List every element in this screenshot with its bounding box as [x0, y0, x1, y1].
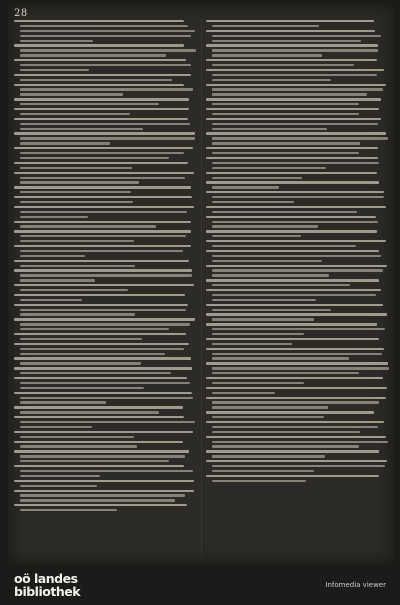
text-line: [14, 147, 193, 149]
directory-entry: [206, 98, 389, 105]
directory-entry: [14, 304, 197, 316]
directory-entry: [206, 108, 389, 115]
directory-entry: [14, 147, 197, 159]
directory-entry: [206, 44, 389, 56]
text-line: [20, 397, 193, 399]
text-line: [206, 436, 386, 438]
directory-entry: [14, 74, 197, 81]
text-line: [212, 54, 322, 56]
directory-entry: [14, 59, 197, 71]
directory-entry: [14, 172, 197, 184]
directory-entry: [206, 450, 389, 457]
text-line: [20, 328, 169, 330]
text-line: [14, 196, 192, 198]
text-line: [20, 191, 131, 193]
text-line: [20, 436, 134, 438]
text-line: [212, 382, 304, 384]
text-line: [212, 445, 359, 447]
directory-entry: [14, 392, 197, 404]
text-line: [212, 416, 324, 418]
text-line: [206, 132, 386, 134]
directory-entry: [206, 206, 389, 213]
text-line: [206, 240, 386, 242]
text-line: [20, 313, 135, 315]
text-line: [14, 318, 195, 320]
directory-entry: [14, 318, 197, 330]
text-line: [20, 455, 185, 457]
text-line: [212, 245, 356, 247]
text-line: [20, 250, 183, 252]
text-line: [206, 191, 384, 193]
text-line: [20, 225, 156, 227]
text-line: [14, 377, 187, 379]
directory-entry: [206, 323, 389, 335]
text-line: [20, 30, 195, 32]
directory-entry: [206, 172, 389, 179]
text-line: [14, 162, 188, 164]
text-line: [212, 142, 360, 144]
text-line: [206, 289, 381, 291]
text-line: [206, 172, 377, 174]
viewer-credit: Infomedia viewer: [325, 581, 386, 589]
text-line: [212, 333, 304, 335]
text-line: [14, 260, 189, 262]
text-line: [20, 35, 191, 37]
text-line: [20, 255, 85, 257]
directory-entry: [14, 269, 197, 281]
text-line: [206, 348, 384, 350]
directory-entry: [14, 206, 197, 218]
text-line: [206, 108, 379, 110]
text-line: [20, 353, 165, 355]
text-line: [14, 269, 192, 271]
text-line: [212, 392, 275, 394]
text-line: [212, 480, 306, 482]
text-line: [14, 416, 184, 418]
text-line: [20, 274, 192, 276]
text-line: [20, 299, 82, 301]
text-line: [14, 74, 191, 76]
text-line: [206, 265, 387, 267]
text-line: [212, 367, 389, 369]
text-line: [206, 98, 381, 100]
directory-entry: [14, 118, 197, 130]
text-line: [20, 142, 110, 144]
text-line: [212, 162, 379, 164]
text-line: [20, 401, 106, 403]
directory-entry: [14, 186, 197, 193]
text-line: [212, 152, 359, 154]
text-line: [212, 113, 359, 115]
text-line: [212, 35, 381, 37]
text-line: [212, 284, 350, 286]
text-line: [206, 387, 387, 389]
directory-entry: [206, 240, 389, 247]
text-line: [212, 79, 331, 81]
directory-entry: [206, 69, 389, 81]
text-line: [14, 465, 184, 467]
document-page: [8, 4, 394, 564]
text-line: [212, 353, 382, 355]
directory-column-left: [14, 20, 197, 558]
text-line: [20, 289, 128, 291]
text-line: [212, 103, 359, 105]
text-line: [14, 20, 184, 22]
text-line: [20, 128, 143, 130]
directory-entry: [14, 367, 197, 374]
text-line: [212, 431, 360, 433]
text-line: [14, 367, 192, 369]
text-line: [20, 240, 134, 242]
text-line: [14, 450, 189, 452]
text-line: [20, 362, 141, 364]
directory-entry: [206, 59, 389, 66]
text-line: [14, 490, 194, 492]
text-line: [20, 485, 97, 487]
text-line: [212, 211, 357, 213]
text-line: [206, 421, 384, 423]
text-line: [20, 79, 172, 81]
text-line: [212, 221, 378, 223]
text-line: [20, 88, 193, 90]
directory-entry: [206, 421, 389, 433]
text-line: [20, 103, 159, 105]
text-line: [20, 123, 190, 125]
directory-entry: [206, 387, 389, 394]
text-line: [20, 309, 186, 311]
directory-entry: [14, 465, 197, 477]
directory-entry: [14, 406, 197, 413]
text-line: [212, 255, 381, 257]
text-line: [206, 323, 377, 325]
text-line: [212, 201, 294, 203]
directory-entry: [14, 230, 197, 242]
text-line: [212, 40, 361, 42]
text-line: [14, 118, 188, 120]
text-line: [14, 245, 191, 247]
text-line: [20, 211, 187, 213]
directory-entry: [206, 191, 389, 203]
directory-entry: [206, 265, 389, 277]
library-logo[interactable]: [14, 572, 80, 598]
directory-entry: [206, 157, 389, 169]
directory-entry: [206, 147, 389, 154]
text-line: [212, 225, 318, 227]
text-line: [20, 460, 169, 462]
page-number: 28: [14, 8, 28, 19]
text-line: [206, 313, 387, 315]
text-line: [14, 441, 183, 443]
text-line: [206, 475, 379, 477]
directory-entry: [206, 289, 389, 301]
directory-entry: [14, 343, 197, 355]
text-line: [20, 93, 123, 95]
text-line: [212, 318, 314, 320]
directory-entry: [206, 181, 389, 188]
text-line: [14, 186, 191, 188]
text-line: [206, 118, 381, 120]
text-line: [20, 445, 137, 447]
text-line: [206, 206, 386, 208]
text-line: [14, 304, 188, 306]
text-line: [14, 357, 191, 359]
text-line: [14, 392, 192, 394]
text-line: [206, 338, 379, 340]
text-line: [20, 411, 159, 413]
text-line: [20, 167, 132, 169]
directory-entry: [14, 333, 197, 340]
directory-entry: [14, 416, 197, 428]
logo-line-2: bibliothek: [14, 584, 81, 599]
text-line: [20, 64, 191, 66]
directory-entry: [14, 44, 197, 56]
text-line: [206, 20, 374, 22]
text-line: [14, 504, 187, 506]
text-line: [20, 137, 195, 139]
directory-entry: [206, 279, 389, 286]
text-line: [212, 343, 292, 345]
viewer-footer: [0, 572, 400, 605]
text-line: [212, 49, 378, 51]
text-line: [14, 108, 189, 110]
text-line: [206, 181, 379, 183]
directory-entry: [206, 250, 389, 262]
text-line: [212, 74, 377, 76]
directory-entry: [206, 20, 389, 27]
directory-entry: [206, 84, 389, 96]
text-line: [20, 426, 92, 428]
text-line: [206, 397, 386, 399]
directory-entry: [14, 441, 197, 448]
text-line: [212, 372, 359, 374]
text-line: [212, 357, 349, 359]
text-line: [20, 40, 93, 42]
directory-entry: [206, 460, 389, 472]
text-line: [212, 196, 384, 198]
directory-entry: [206, 397, 389, 409]
text-line: [14, 221, 191, 223]
text-line: [206, 147, 378, 149]
text-line: [14, 284, 194, 286]
text-line: [206, 30, 375, 32]
text-line: [20, 387, 144, 389]
directory-entry: [206, 411, 389, 418]
column-gutter: [201, 18, 202, 558]
directory-entry: [14, 132, 197, 144]
directory-entry: [14, 284, 197, 291]
text-line: [20, 348, 184, 350]
text-line: [20, 152, 184, 154]
text-line: [206, 279, 379, 281]
directory-entry: [206, 313, 389, 320]
text-line: [206, 230, 377, 232]
text-line: [212, 441, 388, 443]
text-line: [212, 123, 378, 125]
text-line: [206, 216, 376, 218]
directory-entry: [14, 450, 197, 462]
text-line: [14, 206, 194, 208]
text-line: [212, 93, 367, 95]
text-line: [212, 177, 302, 179]
directory-entry: [14, 504, 197, 511]
directory-entry: [14, 162, 197, 169]
text-line: [14, 59, 186, 61]
directory-entry: [14, 98, 197, 105]
directory-entry: [206, 348, 389, 360]
text-line: [14, 98, 189, 100]
text-line: [20, 201, 133, 203]
text-line: [20, 69, 89, 71]
text-line: [212, 235, 301, 237]
text-line: [206, 157, 378, 159]
text-line: [206, 460, 387, 462]
directory-entry: [14, 84, 197, 96]
text-line: [206, 362, 388, 364]
text-line: [20, 25, 188, 27]
text-line: [14, 333, 186, 335]
directory-entry: [14, 294, 197, 301]
text-line: [212, 465, 385, 467]
text-line: [14, 431, 193, 433]
text-line: [20, 382, 190, 384]
text-line: [20, 49, 196, 51]
text-line: [20, 338, 142, 340]
text-line: [20, 113, 130, 115]
text-line: [212, 328, 385, 330]
text-line: [20, 499, 175, 501]
text-line: [212, 470, 314, 472]
directory-column-right: [206, 20, 389, 558]
text-line: [20, 323, 190, 325]
directory-entry: [14, 377, 197, 389]
text-line: [14, 406, 183, 408]
directory-entry: [206, 377, 389, 384]
text-line: [206, 69, 384, 71]
text-line: [20, 216, 88, 218]
text-line: [20, 421, 195, 423]
text-line: [206, 44, 378, 46]
text-line: [14, 172, 194, 174]
text-line: [212, 406, 328, 408]
directory-entry: [14, 260, 197, 267]
text-line: [206, 411, 374, 413]
text-line: [212, 455, 325, 457]
directory-entry: [14, 431, 197, 438]
directory-entry: [206, 304, 389, 311]
text-line: [212, 299, 316, 301]
text-line: [20, 470, 193, 472]
directory-entry: [206, 30, 389, 42]
text-line: [14, 132, 195, 134]
text-line: [20, 509, 117, 511]
text-line: [206, 450, 379, 452]
text-line: [20, 181, 139, 183]
text-line: [14, 44, 184, 46]
text-line: [14, 84, 184, 86]
text-line: [212, 269, 383, 271]
text-line: [20, 494, 185, 496]
directory-entry: [206, 230, 389, 237]
text-line: [206, 59, 377, 61]
text-line: [14, 294, 185, 296]
text-line: [212, 426, 378, 428]
text-line: [212, 309, 331, 311]
text-line: [206, 377, 383, 379]
text-line: [20, 235, 186, 237]
text-line: [14, 230, 191, 232]
text-line: [212, 64, 354, 66]
text-line: [212, 401, 379, 403]
text-line: [206, 304, 383, 306]
text-line: [212, 88, 383, 90]
text-line: [206, 250, 379, 252]
directory-entry: [206, 338, 389, 345]
text-line: [14, 480, 194, 482]
text-line: [14, 343, 189, 345]
text-line: [212, 25, 319, 27]
text-line: [212, 167, 326, 169]
text-line: [212, 128, 327, 130]
directory-entry: [206, 118, 389, 130]
text-line: [20, 372, 171, 374]
text-line: [212, 274, 329, 276]
logo-line-1: oö landes: [14, 571, 78, 586]
directory-entry: [14, 357, 197, 364]
directory-entry: [14, 196, 197, 203]
directory-entry: [14, 480, 197, 487]
directory-entry: [14, 20, 197, 42]
directory-entry: [14, 108, 197, 115]
directory-entry: [206, 475, 389, 482]
text-line: [20, 279, 95, 281]
text-line: [20, 265, 135, 267]
text-line: [20, 157, 169, 159]
text-line: [212, 186, 279, 188]
text-line: [20, 54, 166, 56]
text-line: [212, 260, 322, 262]
text-line: [212, 294, 376, 296]
directory-entry: [14, 221, 197, 228]
directory-entry: [206, 362, 389, 374]
text-line: [20, 177, 185, 179]
directory-entry: [206, 216, 389, 228]
text-line: [206, 84, 386, 86]
directory-entry: [206, 436, 389, 448]
text-line: [212, 137, 388, 139]
text-line: [20, 475, 100, 477]
directory-entry: [14, 490, 197, 502]
directory-entry: [206, 132, 389, 144]
directory-entry: [14, 245, 197, 257]
